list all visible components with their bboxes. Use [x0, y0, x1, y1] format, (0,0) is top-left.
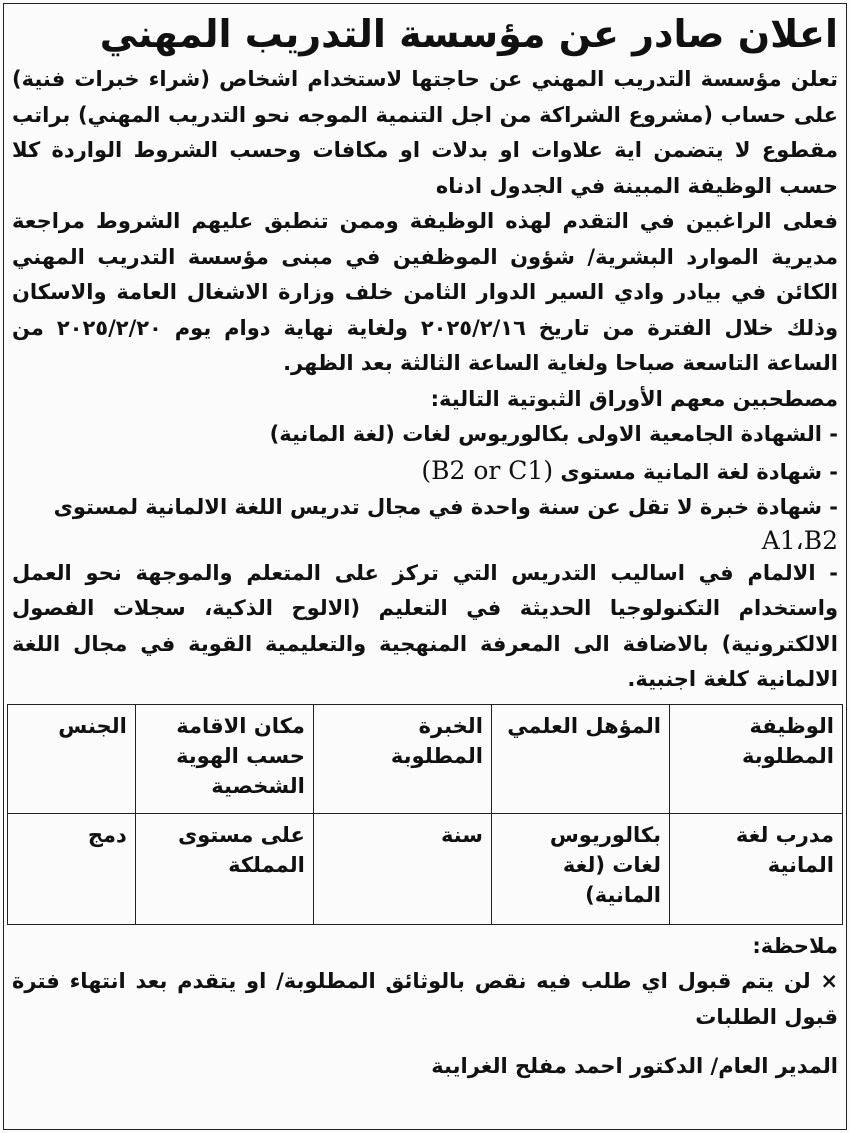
cell-qualification: بكالوريوس لغات (لغة المانية) [491, 813, 669, 924]
header-residence: مكان الاقامة حسب الهوية الشخصية [135, 704, 313, 813]
announcement-title: اعلان صادر عن مؤسسة التدريب المهني [99, 12, 838, 56]
header-gender: الجنس [8, 704, 136, 813]
experience-level-code: A1،B2 [761, 525, 838, 555]
cell-job: مدرب لغة المانية [669, 813, 842, 924]
requirement-experience: - شهادة خبرة لا تقل عن سنة واحدة في مجال تدريس اللغة الالمانية لمستوى [53, 495, 838, 519]
cell-residence: على مستوى المملكة [135, 813, 313, 924]
intro-paragraph: تعلن مؤسسة التدريب المهني عن حاجتها لاستخدام اشخاص (شراء خبرات فنية) على حساب (مشروع الشراكة من اجل التنمية الموجه نحو التدريب المهني) براتب مقطوع لا يتضمن اية علاوات او بدلات او مكافات وحسب الشروط الواردة كلا حسب الوظيفة المبينة في الجدول ادناه [12, 67, 838, 198]
announcement [12, 8, 838, 1085]
cell-gender: دمج [8, 813, 136, 924]
table-header-row [8, 704, 843, 813]
notes-text: × لن يتم قبول اي طلب فيه نقص بالوثائق المطلوبة/ او يتقدم بعد انتهاء فترة قبول الطلبات [12, 969, 838, 1029]
jobs-table [7, 704, 843, 925]
header-experience: الخبرة المطلوبة [313, 704, 491, 813]
application-paragraph: فعلى الراغبين في التقدم لهذه الوظيفة وممن تنطبق عليهم الشروط مراجعة مديرية الموارد البشرية/ شؤون الموظفين في مبنى مؤسسة التدريب المهني الكائن في بيادر وادي السير الدوار الثامن خلف وزارة الاشغال العامة والاسكان وذلك خلال الفترة من تاريخ ٢٠٢٥/٢/١٦ ولغاية نهاية دوام يوم ٢٠٢٥/٢/٢٠ من الساعة التاسعة صباحا ولغاية الساعة الثالثة بعد الظهر. [12, 209, 838, 375]
requirement-language-text: - شهادة لغة المانية مستوى [560, 459, 838, 484]
language-level-code: (B2 or C1) [421, 455, 554, 485]
documents-intro: مصطحبين معهم الأوراق الثبوتية التالية: [430, 386, 838, 411]
requirement-teaching-methods: - الالمام في اساليب التدريس التي تركز على المتعلم والموجهة نحو العمل واستخدام التكنولوجيا الحديثة في التعليم (الالوح الذكية، سجلات الفصول الالكترونية) بالاضافة الى المعرفة المنهجية والتعليمية القوية في مجال اللغة الالمانية كلغة اجنبية. [12, 560, 838, 691]
requirement-degree: - الشهادة الجامعية الاولى بكالوريوس لغات (لغة المانية) [269, 422, 838, 446]
notes-label: ملاحظة: [752, 933, 838, 958]
table-row [8, 813, 843, 924]
signature: المدير العام/ الدكتور احمد مفلح الغرايبة [431, 1054, 838, 1078]
cell-experience: سنة [313, 813, 491, 924]
header-qualification: المؤهل العلمي [491, 704, 669, 813]
requirement-language-level [12, 453, 838, 491]
header-job: الوظيفة المطلوبة [669, 704, 842, 813]
